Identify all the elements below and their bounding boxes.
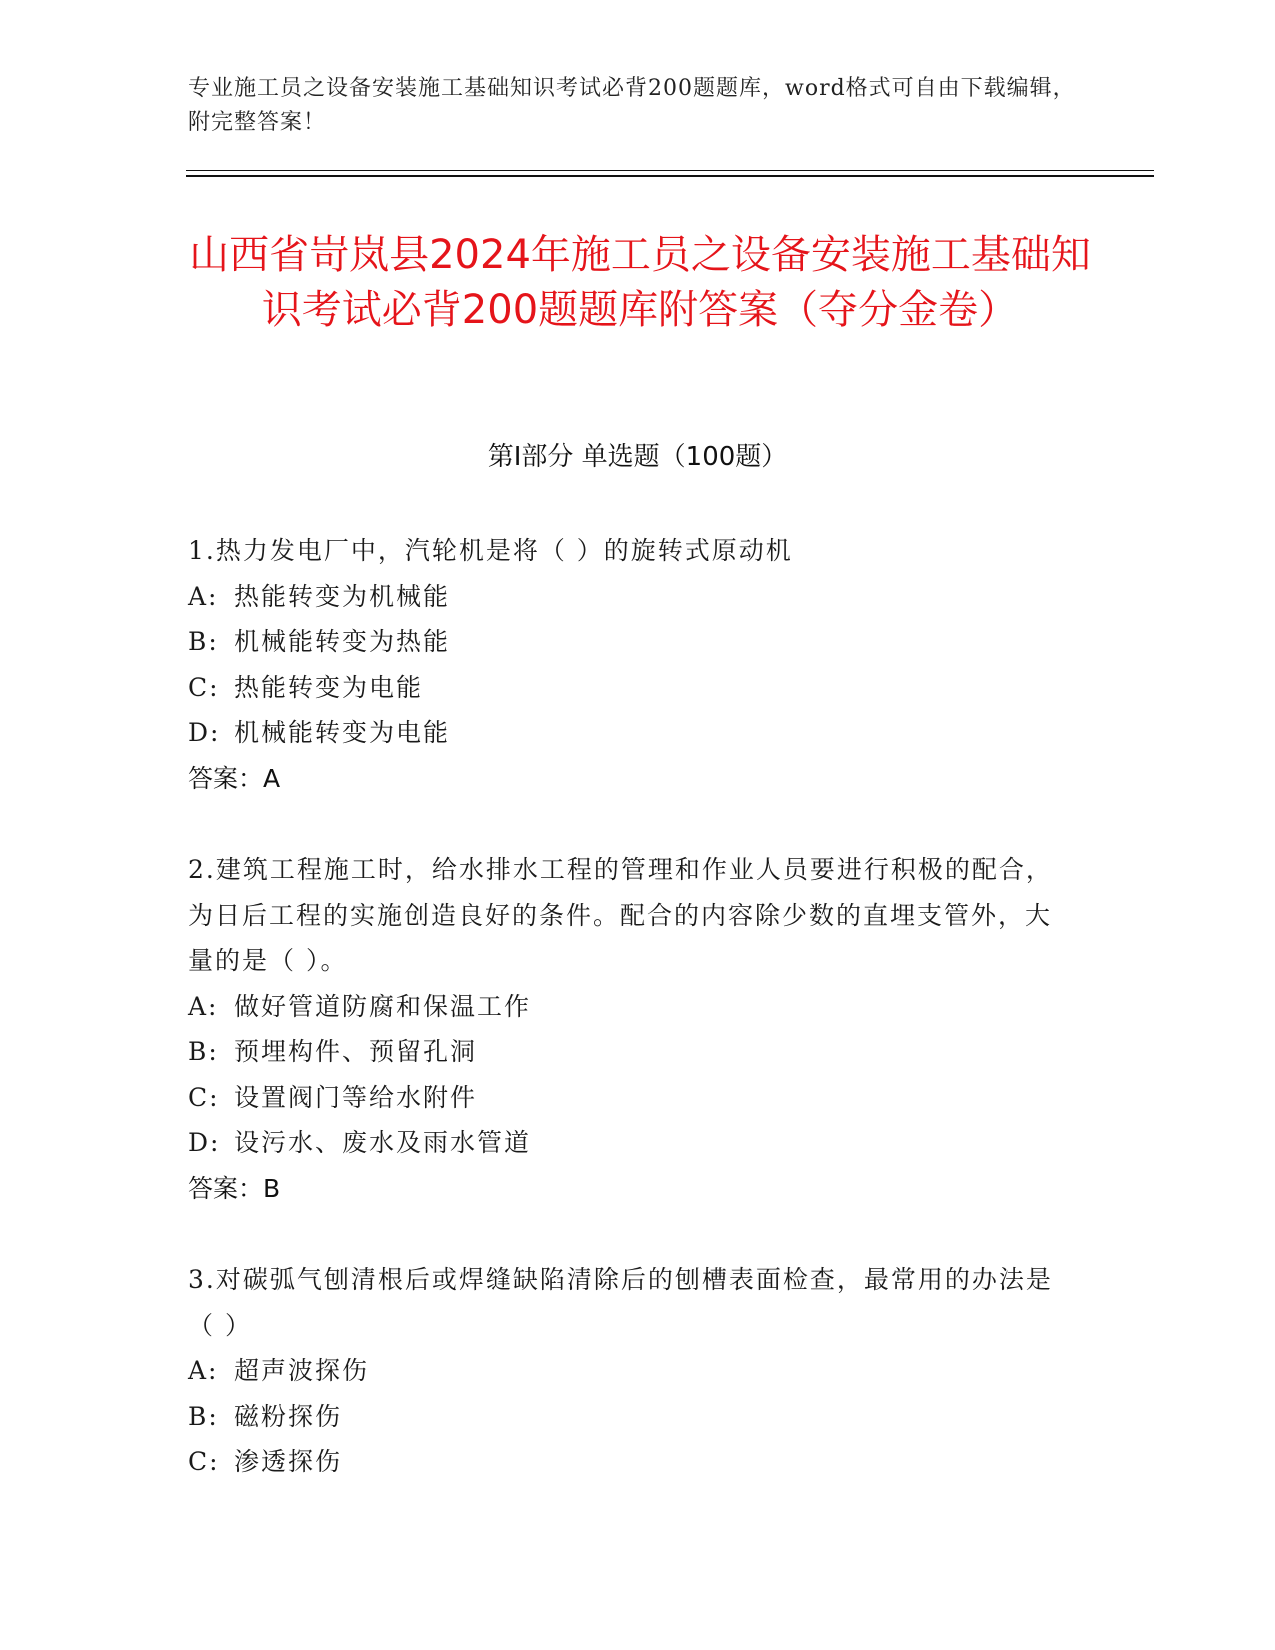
option-key: B: xyxy=(188,1401,219,1431)
option-b xyxy=(188,1029,1068,1075)
option-text: 机械能转变为热能 xyxy=(234,627,451,656)
answer-line: 答案：B xyxy=(188,1173,281,1203)
question-3 xyxy=(188,1257,1068,1485)
question-2 xyxy=(188,847,1068,1211)
option-text: 设污水、废水及雨水管道 xyxy=(234,1128,532,1157)
answer-line: 答案：A xyxy=(188,763,281,793)
option-b xyxy=(188,619,1068,665)
option-text: 渗透探伤 xyxy=(234,1447,343,1476)
question-list xyxy=(188,528,1068,1531)
option-d xyxy=(188,1120,1068,1166)
option-text: 热能转变为机械能 xyxy=(234,581,451,611)
option-b xyxy=(188,1394,1068,1440)
option-text: 做好管道防腐和保温工作 xyxy=(234,991,532,1021)
option-key: C: xyxy=(188,1447,220,1476)
section-heading: 第Ⅰ部分 单选题（100题） xyxy=(487,442,788,472)
option-text: 机械能转变为电能 xyxy=(234,718,451,747)
document-title: 山西省岢岚县2024年施工员之设备安装施工基础知识考试必背200题题库附答案（夺分金卷） xyxy=(189,232,1091,333)
question-1 xyxy=(188,528,1068,801)
option-c xyxy=(188,665,1068,711)
option-c xyxy=(188,1439,1068,1485)
option-a xyxy=(188,1348,1068,1394)
option-key: B: xyxy=(188,1037,219,1066)
option-key: A: xyxy=(188,1356,219,1385)
option-text: 设置阀门等给水附件 xyxy=(234,1082,478,1112)
option-key: D: xyxy=(188,718,221,747)
option-key: C: xyxy=(188,672,220,702)
header-rule-top xyxy=(186,170,1154,171)
option-text: 超声波探伤 xyxy=(234,1356,370,1385)
option-d xyxy=(188,710,1068,756)
option-key: A: xyxy=(188,991,219,1021)
option-a xyxy=(188,574,1068,620)
option-text: 预埋构件、预留孔洞 xyxy=(234,1037,478,1066)
header-note: 专业施工员之设备安装施工基础知识考试必背200题题库，word格式可自由下载编辑，附完整答案！ xyxy=(188,76,1076,135)
option-key: C: xyxy=(188,1082,220,1112)
option-text: 热能转变为电能 xyxy=(234,672,424,702)
question-stem: 2.建筑工程施工时，给水排水工程的管理和作业人员要进行积极的配合，为日后工程的实施创造良好的条件。配合的内容除少数的直埋支管外，大量的是（ ）。 xyxy=(188,855,1053,975)
option-text: 磁粉探伤 xyxy=(234,1401,343,1431)
question-stem: 1.热力发电厂中，汽轮机是将（ ）的旋转式原动机 xyxy=(188,536,793,565)
header-rule-bottom xyxy=(186,175,1154,177)
option-key: A: xyxy=(188,581,219,611)
option-key: B: xyxy=(188,627,219,656)
option-c xyxy=(188,1075,1068,1121)
question-stem: 3.对碳弧气刨清根后或焊缝缺陷清除后的刨槽表面检查，最常用的办法是（ ） xyxy=(188,1265,1053,1340)
option-key: D: xyxy=(188,1128,221,1157)
option-a xyxy=(188,984,1068,1030)
